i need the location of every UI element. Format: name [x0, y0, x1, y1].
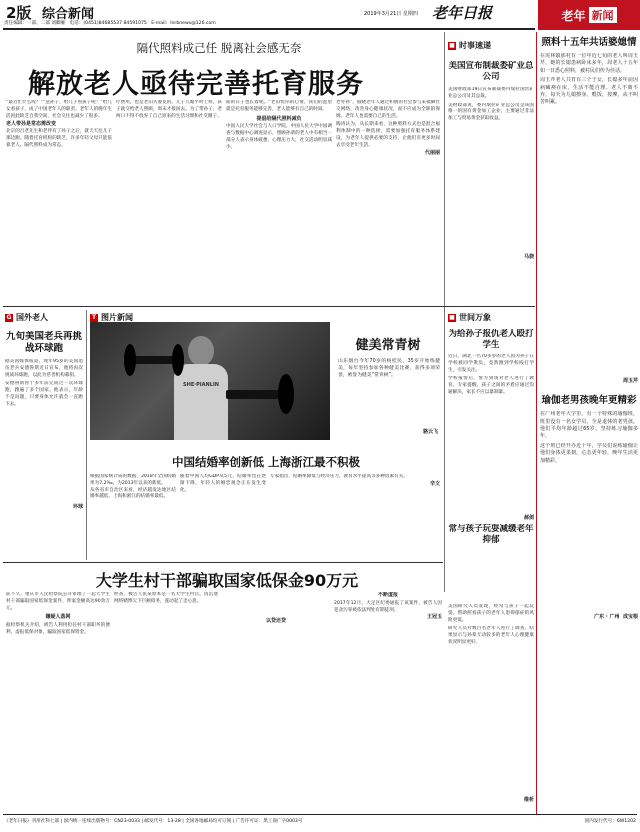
rule-below-lead — [3, 306, 535, 307]
photo-news — [90, 312, 440, 442]
mid-author: 辛文 — [429, 480, 440, 487]
lead-subhead-2: 提倡给隔代照料减负 — [256, 115, 302, 122]
fraud-subhead-1: 嫌疑人落网 — [45, 614, 71, 621]
lead-col-3 — [226, 100, 332, 302]
mid-body-1: 根据国家统计局的数据，2018年全国结婚率为7.2‰，为2013年以来的新低。 — [90, 474, 176, 486]
lead-kicker: 隔代照料成己任 脱离社会感无奈 — [136, 41, 302, 55]
newspaper-logo: 老年日报 — [432, 4, 493, 22]
rule-below-mid — [3, 562, 443, 563]
sidebar-author-2-name: 成宝根 — [622, 613, 638, 620]
photo-author: 骆云飞 — [422, 429, 438, 435]
sidebar — [540, 34, 638, 814]
fraud-body-1: 前不久，重庆市人民检察院公开审理了一起大学生村干部骗取国家低保金案件，涉案金额高达90余万元。 — [6, 592, 110, 611]
lead-col-2 — [116, 100, 222, 302]
fraud-body-2: 据检察机关介绍，被告人利用担任村干部职务的便利，虚报低保对象，骗取国家低保资金。 — [6, 623, 110, 635]
fraud-col-3 — [222, 592, 330, 814]
world-news-2 — [448, 604, 534, 812]
flash-author: 马骁 — [523, 253, 534, 260]
flash-body-2: 美财政部说，委内瑞拉矿业总公司是该国唯一的国有黄金加工企业，主要通过非法加工与贸易黄金获取收益。 — [448, 102, 534, 122]
mid-col-1 — [90, 474, 176, 558]
world-body-3: 美国研究人员发现，经常与孩子一起玩耍、帮助照看孩子的老年人患抑郁症的风险更低。 — [448, 604, 534, 623]
world-headline-2: 常与孩子玩耍减缓老年抑郁 — [448, 524, 534, 546]
world-headline-1: 为给孙子报仇老人殴打学生 — [448, 329, 534, 350]
mid-headline: 中国结婚率创新低 上海浙江最不积极 — [171, 455, 360, 469]
lead-body-6: 老外孙”，殷晓老年人通过积极的社会参与来抵御社交网络，改善身心健康状况，而不应成为全职的保姆。老年人也需要自己的生活。 — [336, 100, 440, 119]
intl-tag-label: 国外老人 — [16, 313, 48, 322]
intl-news — [5, 312, 83, 560]
flash-headline: 美国宣布制裁委矿业总公司 — [448, 61, 534, 82]
footer-code: 国内发行代号：6W1202 — [584, 819, 636, 824]
fraud-col-1 — [6, 592, 110, 814]
flash-body-1: 美国财政部19日宣布制裁委内瑞拉国营矿业总公司及其总裁。 — [448, 87, 534, 99]
page-number: 2版 — [6, 4, 32, 22]
mid-col-3 — [270, 474, 440, 558]
world-tag — [448, 312, 534, 323]
fraud-body-4: 2017年12月，大足区纪委通报了该案件，被告人因犯贪污罪被依法判处有期徒刑。 — [334, 600, 442, 613]
right-tab-box: 新闻 — [589, 7, 617, 23]
sidebar-body-2: 周玉芹老人共育有三个子女，长媳多年前因病瘫痪在床，生活不能自理。老人不离不弃，每天为儿媳擦身、喂饭、按摩，从不叫苦叫累。 — [540, 77, 638, 106]
phone: 电话：(0451)84685537 84591075 — [69, 21, 147, 26]
col-divider-right — [444, 32, 445, 592]
intl-tag — [5, 312, 83, 323]
world-author-2: 维析 — [523, 797, 534, 804]
fraud-subhead-2: 以贷还贷 — [265, 618, 286, 624]
col-divider-sidebar — [536, 32, 537, 814]
lead-body-5: 中国人民大学社会与人口学院、中国人民大学中国调查与数据中心调查显示，照顾孙辈的老人中有相当一部分人表示身体疲惫，心理压力大，社交活动明显减少。 — [226, 124, 332, 150]
footer-rule — [3, 814, 637, 815]
sidebar-body-4: 这个班已经开办近十年，学员们说练瑜伽让他们身体更柔韧，心态更年轻，晚年生活更加精彩。 — [540, 442, 638, 464]
sidebar-author-1: 周玉芹 — [622, 378, 638, 385]
dumbbell-plate-left — [124, 344, 136, 376]
person-head — [188, 336, 214, 366]
person-torso — [174, 364, 228, 440]
mid-body-2: 从各省市自治区来看，经济越发达地区结婚率越低，上海和浙江的结婚率最低。 — [90, 487, 176, 500]
masthead — [0, 0, 640, 32]
world-news — [448, 312, 534, 602]
mid-col-2 — [180, 474, 266, 558]
dumbbell-right-plate — [278, 374, 294, 414]
lead-headline: 解放老人亟待完善托育服务 — [28, 69, 364, 100]
mid-body-3: 随着中国人均GDP从5元，结婚率也在逐渐下降，年轻人的婚恋观念正在发生变化。 — [180, 474, 266, 493]
sidebar-author-2 — [540, 613, 638, 620]
world-tag-icon: ■ — [449, 313, 455, 321]
intl-headline: 九旬美国老兵再挑战环球跑 — [5, 331, 82, 354]
col-divider-intl — [86, 310, 87, 560]
sidebar-headline-2: 瑜伽老男孩晚年更精彩 — [541, 395, 637, 407]
intl-body-2: 安德鲁斯曾于多年前完成过一次环球跑，跑遍了多个国家。他表示，年龄不是问题，只要身体允许就会一直跑下去。 — [5, 381, 83, 407]
fraud-col-4 — [334, 592, 442, 814]
world-author-1: 郝剑 — [523, 515, 534, 522]
footer-text: 《老年日报》刊用社科七部 | 国内统一连续出版物号：CN23-0033 | 邮发代号：13-28 | 全国各地邮局均可订阅 | 广告许可证：黑工商广字0003号 — [4, 819, 303, 824]
dumbbell-plate-right — [172, 344, 184, 376]
flash-tag-icon: ■ — [449, 41, 455, 49]
fraud-body-3: 经查，被告人张某原本是一名大学生村官，因沉迷网络赌博欠下巨额债务，遂动起了歪心思。 — [114, 592, 218, 604]
lead-author: 代丽丽 — [424, 149, 440, 156]
mid-body-4: 专家指出，结婚率降低与经济压力、教育水平提高等多种因素有关。 — [270, 474, 408, 479]
intl-tag-icon: G — [6, 313, 12, 321]
photo-tag-label: 图片新闻 — [101, 313, 133, 322]
world-body-2: 学校报警后，警方到场对老人进行了教育。专家提醒，孩子之间的矛盾应通过沟通解决，家长不应以暴制暴。 — [448, 376, 534, 395]
editor-info — [4, 20, 216, 26]
issue-date: 2019年3月21日 星期四 — [364, 11, 418, 17]
photo-tag-icon: T — [91, 313, 97, 321]
photo-title: 健美常青树 — [355, 338, 421, 353]
world-body-4: 研究人员对数百名老年人进行了调查，结果显示与孙辈互动较多的老年人心理健康状况明显更好。 — [448, 626, 534, 645]
lead-col-4 — [336, 100, 440, 302]
editors: 责任编辑：一部、二部 刘卿雁 — [4, 21, 66, 26]
sidebar-headline-1: 照料十五年共话婆媳情 — [541, 37, 637, 48]
fraud-col-2 — [114, 592, 218, 814]
intl-author: 环球 — [72, 504, 83, 511]
photo-caption: 山东烟台今年70岁的杨桂民，35岁开始练健美，每年坚持参加各种健美比赛，获得多项荣誉，被誉为健美“常青树”。 — [338, 359, 440, 379]
sidebar-body-1: 在虎林镇那村有一位年近七旬的老人叫周玉芹，她的长媳患病卧床多年，周老人十五年如一日悉心照料，被村民们传为佳话。 — [540, 53, 638, 74]
lead-col-1 — [6, 100, 112, 302]
email: E-mail：lnrbnews@126.com — [151, 21, 216, 26]
fraud-subhead-3: 不断虚报 — [377, 592, 398, 598]
fraud-author: 王冠玉 — [426, 614, 442, 621]
right-tab-left: 老年 — [561, 8, 586, 23]
lead-body-7: 陶涛认为，从长期来看，这种照料方式也是混合福利体制中的一种选择，需要加强托育服务体系建设，为老年人提供必要的支持，让他们有更多时间去享受老年生活。 — [336, 122, 440, 148]
fraud-headline: 大学生村干部骗取国家低保金90万元 — [95, 571, 359, 590]
lead-body-3: 疗费用，也是老旧夫妻花的。儿子儿媳平时上班，孩子就交给老人照顾，周末才接回去。为了带孙子，老两口不得不放弃了自己原来的生活习惯和社交圈子。 — [116, 100, 222, 119]
header-rule — [3, 28, 535, 30]
section-name: 综合新闻 — [42, 7, 95, 22]
world-body-1: 近日，湖北一名70多岁的老人因为孙子在学校被同学欺负，竟然跑到学校殴打学生，引发关注。 — [448, 354, 534, 373]
lead-body-4: 面的日子也长着呢。“老旧忧你的心情，我们的愿望就是托育服务能够完善，老人能够有自己的时间。 — [226, 100, 332, 112]
photo-image — [90, 322, 330, 440]
lead-body-2: 北京的吕老先生和老伴有了孙子之后，就天天往儿子那边跑。随着托育机构的缺乏，许多年轻父母只能依靠老人，隔代照料成为常态。 — [6, 129, 112, 148]
flash-tag-label: 时事速递 — [459, 41, 491, 50]
intl-body-1: 据美国媒体报道，现年95岁的美国退伍老兵安德鲁斯近日宣布，他将再次挑战环球跑，以此为慈善机构募捐。 — [5, 359, 83, 378]
lead-subhead-1: 老人带孙是常态需改变 — [6, 121, 57, 128]
sidebar-author-2-loc: 广东 · 广州 — [594, 613, 620, 620]
flash-news — [448, 40, 534, 296]
world-tag-label: 世间万象 — [459, 313, 491, 322]
right-tab — [538, 0, 640, 30]
lead-body-1: “最近忙什么呢？”“送孙子，给儿子看孩子呢！”给儿女看孩子，成了中国老年人的职责。老年人的晚年生活因此缺乏自我空间，社会交往也减少了很多。 — [6, 100, 112, 119]
shirt-print: SHE·PIANLIN — [183, 382, 219, 388]
sidebar-body-3: 在广州老年大学里，有一个特殊的瑜伽班，班里没有一名女学员，全是退休的老男孩。他们平均年龄超过65岁，坚持练习瑜伽多年。 — [540, 411, 638, 440]
flash-tag — [448, 40, 534, 51]
footer — [4, 818, 636, 830]
dumbbell-right-icon — [226, 390, 286, 399]
